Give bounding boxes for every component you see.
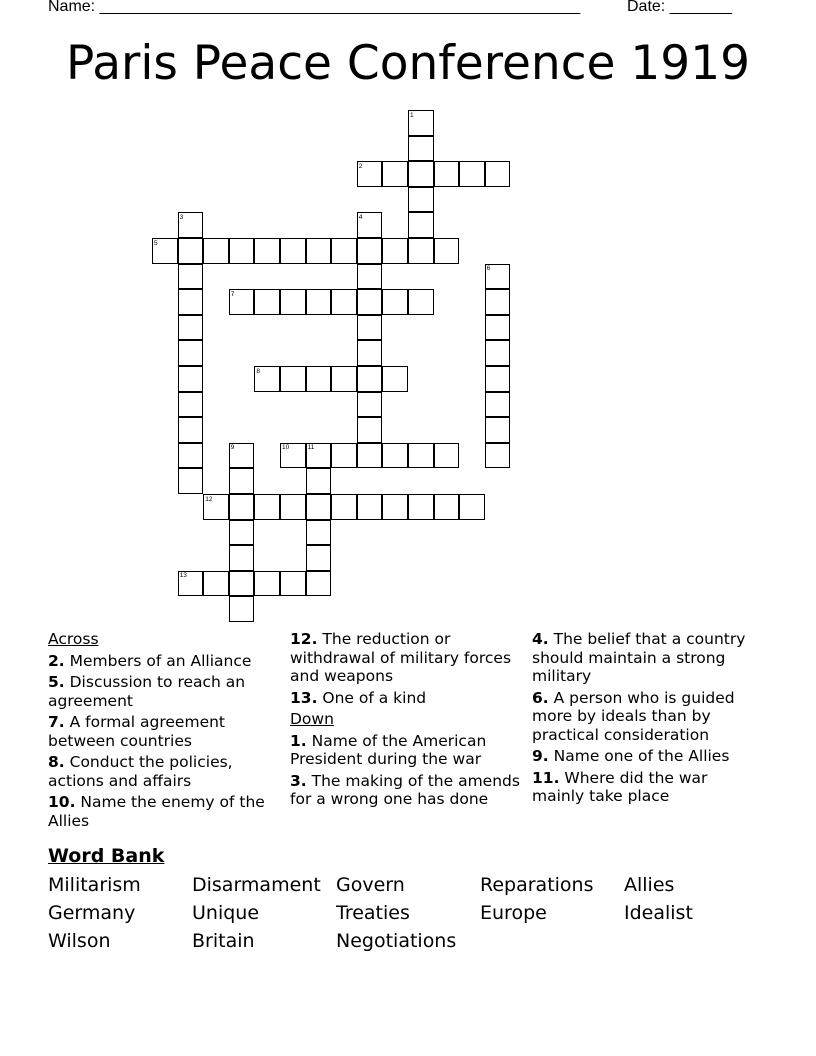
crossword-cell[interactable] xyxy=(254,571,280,597)
word-bank-item: Britain xyxy=(192,930,255,952)
crossword-cell[interactable] xyxy=(306,238,332,264)
crossword-cell[interactable] xyxy=(382,238,408,264)
crossword-cell[interactable] xyxy=(331,238,357,264)
clue-across-10: 10. Name the enemy of the Allies xyxy=(48,793,265,830)
clues-column-1 xyxy=(48,630,268,833)
crossword-cell[interactable] xyxy=(178,315,204,341)
word-bank-item: Reparations xyxy=(480,874,594,896)
crossword-cell[interactable] xyxy=(434,161,460,187)
crossword-cell[interactable] xyxy=(203,238,229,264)
crossword-cell[interactable] xyxy=(331,289,357,315)
word-bank-item: Idealist xyxy=(624,902,693,924)
word-bank-item: Germany xyxy=(48,902,136,924)
crossword-cell[interactable] xyxy=(459,494,485,520)
crossword-cell[interactable] xyxy=(280,289,306,315)
crossword-cell[interactable] xyxy=(408,187,434,213)
crossword-cell[interactable] xyxy=(306,545,332,571)
word-bank-title: Word Bank xyxy=(48,845,165,867)
crossword-cell[interactable] xyxy=(357,315,383,341)
crossword-cell[interactable] xyxy=(485,417,511,443)
crossword-cell[interactable] xyxy=(280,494,306,520)
crossword-cell[interactable] xyxy=(229,494,255,520)
crossword-cell[interactable] xyxy=(382,161,408,187)
crossword-cell[interactable] xyxy=(408,494,434,520)
page-title: Paris Peace Conference 1919 xyxy=(65,36,751,91)
word-bank xyxy=(48,874,768,954)
crossword-cell[interactable] xyxy=(178,289,204,315)
crossword-cell[interactable] xyxy=(331,443,357,469)
crossword-cell[interactable] xyxy=(408,161,434,187)
crossword-cell[interactable] xyxy=(306,520,332,546)
word-bank-item: Govern xyxy=(336,874,405,896)
clue-down-6: 6. A person who is guided more by ideals than by practical consideration xyxy=(532,688,735,744)
date-field-label: Date: _______ xyxy=(627,0,732,15)
crossword-cell[interactable] xyxy=(485,340,511,366)
crossword-cell[interactable] xyxy=(306,366,332,392)
clue-number: 11 xyxy=(307,444,315,452)
crossword-cell[interactable] xyxy=(178,340,204,366)
crossword-cell[interactable] xyxy=(280,366,306,392)
crossword-cell[interactable] xyxy=(382,289,408,315)
crossword-cell[interactable] xyxy=(485,161,511,187)
crossword-cell[interactable] xyxy=(357,392,383,418)
crossword-cell[interactable] xyxy=(357,264,383,290)
crossword-cell[interactable] xyxy=(357,366,383,392)
crossword-cell[interactable] xyxy=(485,366,511,392)
clue-number: 10 xyxy=(282,444,290,452)
crossword-cell[interactable] xyxy=(178,468,204,494)
across-heading: Across xyxy=(48,630,99,648)
crossword-cell[interactable] xyxy=(408,289,434,315)
clue-number: 9 xyxy=(230,444,235,452)
crossword-cell[interactable] xyxy=(178,443,204,469)
crossword-cell[interactable] xyxy=(306,571,332,597)
clue-down-1: 1. Name of the American President during the war xyxy=(290,731,487,768)
crossword-cell[interactable] xyxy=(434,494,460,520)
crossword-cell[interactable] xyxy=(408,212,434,238)
crossword-cell[interactable] xyxy=(229,520,255,546)
crossword-cell[interactable] xyxy=(382,494,408,520)
word-bank-item: Europe xyxy=(480,902,547,924)
clue-across-8: 8. Conduct the policies, actions and affairs xyxy=(48,753,233,790)
word-bank-item: Disarmament xyxy=(192,874,321,896)
crossword-cell[interactable] xyxy=(459,161,485,187)
crossword-cell[interactable] xyxy=(408,238,434,264)
crossword-cell[interactable] xyxy=(280,571,306,597)
clue-across-13: 13. One of a kind xyxy=(290,688,427,707)
clue-down-4: 4. The belief that a country should maintain a strong military xyxy=(532,630,746,685)
crossword-cell[interactable] xyxy=(229,545,255,571)
crossword-cell[interactable] xyxy=(178,264,204,290)
clue-number: 8 xyxy=(256,367,261,375)
clue-down-3: 3. The making of the amends for a wrong one has done xyxy=(290,771,520,808)
word-bank-item: Allies xyxy=(624,874,675,896)
crossword-cell[interactable] xyxy=(357,443,383,469)
name-field-label: Name: ______________________________________________________ xyxy=(48,0,581,15)
crossword-cell[interactable] xyxy=(485,289,511,315)
crossword-cell[interactable] xyxy=(229,571,255,597)
word-bank-item: Wilson xyxy=(48,930,111,952)
crossword-cell[interactable] xyxy=(485,443,511,469)
crossword-cell[interactable] xyxy=(254,238,280,264)
crossword-cell[interactable] xyxy=(178,392,204,418)
crossword-cell[interactable] xyxy=(280,238,306,264)
crossword-cell[interactable] xyxy=(306,494,332,520)
clue-number: 13 xyxy=(179,572,187,580)
crossword-cell[interactable] xyxy=(178,417,204,443)
crossword-cell[interactable] xyxy=(382,366,408,392)
clue-number: 2 xyxy=(358,162,363,170)
crossword-cell[interactable] xyxy=(408,443,434,469)
clue-number: 1 xyxy=(410,111,414,119)
clues-column-3 xyxy=(532,630,762,809)
crossword-cell[interactable] xyxy=(357,494,383,520)
word-bank-item: Negotiations xyxy=(336,930,457,952)
clue-across-7: 7. A formal agreement between countries xyxy=(48,713,226,750)
word-bank-item: Treaties xyxy=(336,902,410,924)
word-bank-item: Militarism xyxy=(48,874,141,896)
clue-down-11: 11. Where did the war mainly take place xyxy=(532,768,708,805)
crossword-cell[interactable] xyxy=(357,289,383,315)
clue-number: 7 xyxy=(230,290,235,298)
crossword-cell[interactable] xyxy=(178,238,204,264)
crossword-cell[interactable] xyxy=(357,417,383,443)
crossword-cell[interactable] xyxy=(331,494,357,520)
clue-across-2: 2. Members of an Alliance xyxy=(48,651,252,670)
crossword-cell[interactable] xyxy=(254,289,280,315)
clue-down-9: 9. Name one of the Allies xyxy=(532,747,730,765)
crossword-cell[interactable] xyxy=(357,340,383,366)
crossword-cell[interactable] xyxy=(331,366,357,392)
crossword-cell[interactable] xyxy=(229,238,255,264)
clue-number: 4 xyxy=(358,213,363,221)
clue-number: 5 xyxy=(154,239,158,247)
clues-column-2 xyxy=(290,630,525,812)
clue-number: 3 xyxy=(179,213,184,221)
crossword-cell[interactable] xyxy=(408,136,434,162)
crossword-cell[interactable] xyxy=(306,468,332,494)
crossword-cell[interactable] xyxy=(203,571,229,597)
crossword-cell[interactable] xyxy=(178,366,204,392)
crossword-cell[interactable] xyxy=(485,392,511,418)
crossword-cell[interactable] xyxy=(485,315,511,341)
crossword-cell[interactable] xyxy=(434,238,460,264)
word-bank-item: Unique xyxy=(192,902,260,924)
crossword-cell[interactable] xyxy=(254,494,280,520)
clue-number: 6 xyxy=(486,265,491,273)
crossword-cell[interactable] xyxy=(306,289,332,315)
crossword-cell[interactable] xyxy=(434,443,460,469)
down-heading: Down xyxy=(290,710,334,728)
crossword-cell[interactable] xyxy=(229,596,255,622)
crossword-cell[interactable] xyxy=(229,468,255,494)
crossword-cell[interactable] xyxy=(357,238,383,264)
clue-number: 12 xyxy=(205,495,213,503)
clue-across-5: 5. Discussion to reach an agreement xyxy=(48,673,246,710)
clue-across-12: 12. The reduction or withdrawal of military forces and weapons xyxy=(290,630,512,685)
crossword-cell[interactable] xyxy=(382,443,408,469)
